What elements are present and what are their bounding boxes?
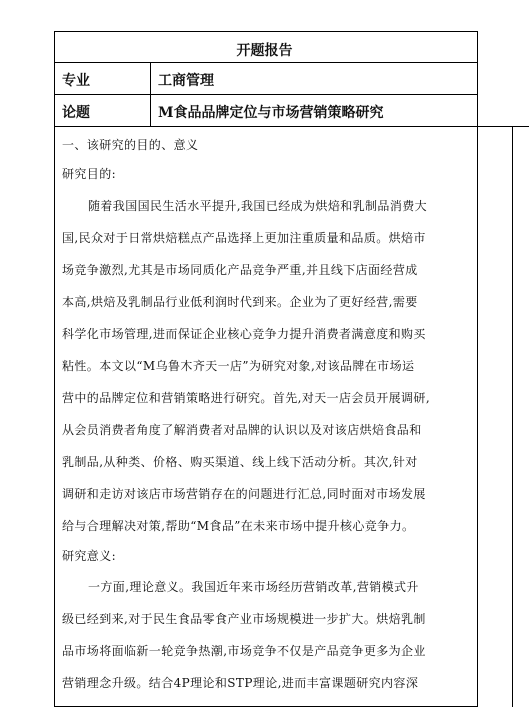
row-divider: [54, 126, 529, 127]
meaning-line: 营销理念升级。结合4P理论和STP理论,进而丰富课题研究内容深: [62, 676, 419, 690]
row-divider: [54, 94, 478, 95]
major-value: 工商管理: [158, 73, 214, 89]
section-heading: 一、该研究的目的、意义: [62, 138, 199, 152]
purpose-line: 给与合理解决对策,帮助“M食品”在未来市场中提升核心竞争力。: [62, 519, 415, 533]
meaning-line: 级已经到来,对于民生食品零食产业市场规模进一步扩大。烘焙乳制: [62, 612, 426, 626]
purpose-line: 随着我国国民生活水平提升,我国已经成为烘焙和乳制品消费大: [88, 199, 428, 213]
purpose-label: 研究目的:: [62, 167, 117, 181]
body-right-border: [512, 126, 513, 707]
report-title: 开题报告: [236, 43, 293, 59]
purpose-line: 本高,烘焙及乳制品行业低利润时代到来。企业为了更好经营,需要: [62, 295, 418, 309]
topic-label: 论题: [62, 105, 90, 121]
purpose-line: 从会员消费者角度了解消费者对品牌的认识以及对该店烘焙食品和: [62, 423, 422, 437]
purpose-line: 粘性。本文以“M乌鲁木齐天一店”为研究对象,对该品牌在市场运: [62, 359, 415, 373]
topic-value: M食品品牌定位与市场营销策略研究: [158, 105, 384, 121]
label-column-divider: [150, 62, 151, 126]
purpose-line: 营中的品牌定位和营销策略进行研究。首先,对天一店会员开展调研,: [62, 391, 431, 405]
meaning-label: 研究意义:: [62, 549, 117, 563]
purpose-line: 乳制品,从种类、价格、购买渠道、线上线下活动分析。其次,针对: [62, 455, 418, 469]
meaning-line: 品市场将面临新一轮竞争热潮,市场竞争不仅是产品竞争更多为企业: [62, 644, 426, 658]
purpose-line: 场竞争激烈,尤其是市场同质化产品竞争严重,并且线下店面经营成: [62, 263, 418, 277]
purpose-line: 科学化市场管理,进而保证企业核心竞争力提升消费者满意度和购买: [62, 327, 426, 341]
purpose-line: 国,民众对于日常烘焙糕点产品选择上更加注重质量和品质。烘焙市: [62, 231, 426, 245]
major-label: 专业: [62, 73, 90, 89]
purpose-line: 调研和走访对该店市场营销存在的问题进行汇总,同时面对市场发展: [62, 487, 426, 501]
row-divider: [54, 62, 478, 63]
meaning-line: 一方面,理论意义。我国近年来市场经历营销改革,营销模式升: [88, 580, 419, 594]
